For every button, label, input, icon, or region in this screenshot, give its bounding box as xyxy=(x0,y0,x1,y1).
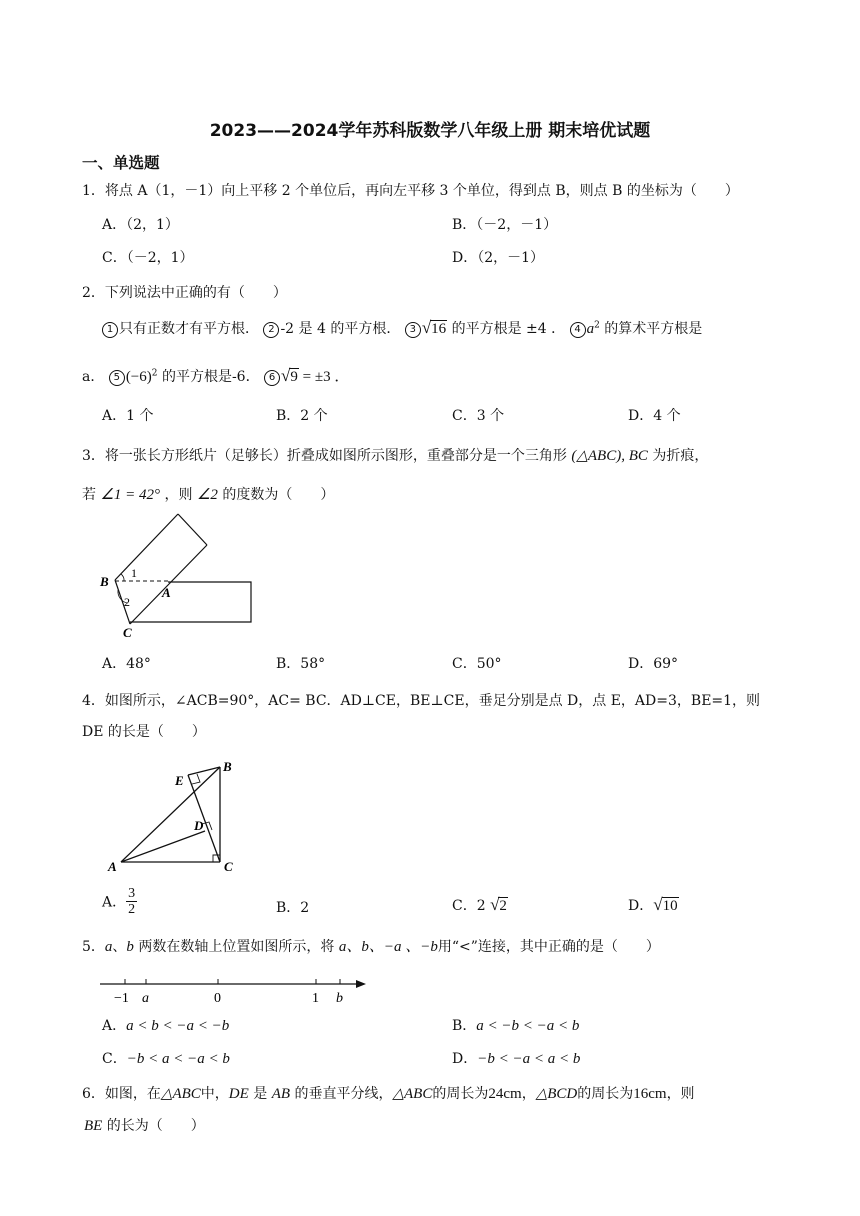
axis-label-one: 1 xyxy=(312,991,319,1006)
sqrt-symbol: √ xyxy=(421,318,432,337)
axis-label-b: b xyxy=(336,991,343,1006)
fig4-label-e: E xyxy=(175,773,184,788)
sqrt-symbol: √ xyxy=(653,895,663,914)
q3-text: ，则 xyxy=(160,487,197,503)
sqrt-symbol: √ xyxy=(490,895,500,914)
option-label: D． xyxy=(628,898,654,914)
q5-math: a、b、−a 、−b xyxy=(338,939,438,955)
fig-angle-2: 2 xyxy=(124,595,130,609)
q2-statement-4-end: a． xyxy=(82,369,105,385)
q4-stem-line1: 4．如图所示，∠ACB=90°，AC= BC．AD⊥CE，BE⊥CE，垂足分别是点 D，点 E，AD=3，BE=1，则 xyxy=(82,693,761,709)
q3-math: (△ABC), BC xyxy=(571,448,648,464)
q3-text: 3．将一张长方形纸片（足够长）折叠成如图所示图形，重叠部分是一个三角形 xyxy=(82,448,572,464)
circled-number: 6 xyxy=(264,370,280,386)
q4-option-b: B．2 xyxy=(276,900,310,916)
option-label: C． xyxy=(102,1051,127,1067)
q3-text: 的度数为（ ） xyxy=(217,487,335,503)
radicand: 9 xyxy=(290,369,298,385)
q6-text: 是 xyxy=(248,1086,272,1102)
section-heading: 一、单选题 xyxy=(82,154,160,172)
fig-label-b: B xyxy=(100,574,109,589)
exponent: 2 xyxy=(594,320,600,331)
option-math: a < b < −a < −b xyxy=(126,1018,230,1034)
q5-option-a xyxy=(102,1015,229,1035)
q1-option-b: B．（－2，－1） xyxy=(452,217,558,233)
q6-text: 的长为（ ） xyxy=(102,1118,205,1134)
q3-option-d: D．69° xyxy=(628,656,679,672)
q6-text: 的周长为 xyxy=(577,1086,634,1102)
fig-label-c: C xyxy=(123,625,132,640)
option-label: B． xyxy=(452,1018,477,1034)
option-math: −b < −a < a < b xyxy=(477,1051,581,1067)
q2-option-c: C．3 个 xyxy=(452,408,505,424)
q1-option-d: D．（2，－1） xyxy=(452,250,545,266)
fig4-label-d: D xyxy=(194,818,204,833)
q6-text: 6．如图，在 xyxy=(82,1086,161,1102)
q5-text: 两数在数轴上位置如图所示，将 xyxy=(133,939,339,955)
q6-text: ，则 xyxy=(666,1086,695,1102)
option-label: C．2 xyxy=(452,898,491,914)
q5-option-c xyxy=(102,1048,230,1068)
q6-math: 24cm xyxy=(488,1086,522,1102)
radicand: 10 xyxy=(662,898,678,914)
option-math: a < −b < −a < b xyxy=(476,1018,580,1034)
option-label: A． xyxy=(102,1018,127,1034)
math-base: (−6) xyxy=(125,369,152,385)
axis-label-zero: 0 xyxy=(214,991,221,1006)
q3-text: 若 xyxy=(82,487,101,503)
q2-statement-6: = ±3 ． xyxy=(298,369,350,385)
q1-stem: 1．将点 A（1，－1）向上平移 2 个单位后，再向左平移 3 个单位，得到点 B，则点 B 的坐标为（ ） xyxy=(82,183,739,199)
q6-text: ， xyxy=(521,1086,536,1102)
circled-number: 2 xyxy=(263,322,279,338)
q5-option-d xyxy=(452,1048,580,1068)
page-title: 2023——2024学年苏科版数学八年级上册 期末培优试题 xyxy=(209,121,651,141)
q1-option-a: A．（2，1） xyxy=(102,217,179,233)
q5-option-b xyxy=(452,1015,579,1035)
radicand: 2 xyxy=(499,898,507,914)
q3-math: ∠1 = 42° xyxy=(100,487,161,503)
option-label: A． xyxy=(102,894,127,911)
q5-text: 5． xyxy=(82,939,105,955)
q5-math: a xyxy=(104,939,113,955)
option-label: D． xyxy=(452,1051,478,1067)
q6-math: 16cm xyxy=(633,1086,667,1102)
q2-option-d: D．4 个 xyxy=(628,408,681,424)
q2-option-a: A．1 个 xyxy=(102,408,154,424)
option-math: −b < a < −a < b xyxy=(126,1051,230,1067)
q6-math: BE xyxy=(84,1118,103,1134)
circled-number: 3 xyxy=(405,322,421,338)
axis-label-neg1: −1 xyxy=(114,991,129,1006)
q6-math: DE xyxy=(228,1086,249,1102)
q2-statement-1: 只有正数才有平方根． xyxy=(119,321,259,337)
circled-number: 5 xyxy=(109,370,125,386)
q2-statement-5: 的平方根是-6． xyxy=(157,369,260,385)
q3-math: ∠2 xyxy=(196,487,218,503)
fig4-label-b: B xyxy=(223,759,232,774)
q2-statement-2: -2 是 4 的平方根． xyxy=(280,321,401,337)
q6-text: 的周长为 xyxy=(432,1086,489,1102)
q3-option-c: C．50° xyxy=(452,656,502,672)
sqrt-symbol: √ xyxy=(281,366,291,385)
q5-text: 、 xyxy=(112,939,127,955)
q1-option-c: C．（－2，1） xyxy=(102,250,194,266)
math-a: a xyxy=(586,321,595,337)
q2-statement-3: 的平方根是 ±4 ． xyxy=(447,321,566,337)
q5-text: 用“<”连接，其中正确的是（ ） xyxy=(437,939,660,955)
q6-math: AB xyxy=(271,1086,291,1102)
q3-text: 为折痕， xyxy=(647,448,709,464)
fig4-label-a: A xyxy=(108,859,117,874)
denominator: 2 xyxy=(128,902,136,917)
numerator: 3 xyxy=(128,886,136,901)
q3-option-b: B．58° xyxy=(276,656,326,672)
exponent: 2 xyxy=(151,368,158,379)
radicand: 16 xyxy=(431,321,447,337)
q6-math: △ABC xyxy=(392,1086,433,1102)
q5-math: b xyxy=(126,939,134,955)
q2-stem: 2．下列说法中正确的有（ ） xyxy=(82,285,287,301)
q6-stem-line1 xyxy=(82,1083,695,1103)
fig4-label-c: C xyxy=(224,859,233,874)
q6-math: △BCD xyxy=(535,1086,578,1102)
q6-text: 中， xyxy=(200,1086,229,1102)
q2-statement-4: 的算术平方根是 xyxy=(599,321,703,337)
q6-text: 的垂直平分线， xyxy=(290,1086,393,1102)
q4-stem-line2: DE 的长是（ ） xyxy=(82,724,206,740)
circled-number: 1 xyxy=(102,322,118,338)
fig-angle-1: 1 xyxy=(131,566,137,580)
q3-option-a: A．48° xyxy=(102,656,151,672)
axis-label-a: a xyxy=(142,991,149,1006)
q2-option-b: B．2 个 xyxy=(276,408,328,424)
q6-math: △ABC xyxy=(160,1086,201,1102)
circled-number: 4 xyxy=(570,322,586,338)
q6-stem-line2 xyxy=(84,1115,205,1135)
fig-label-a: A xyxy=(162,585,171,600)
